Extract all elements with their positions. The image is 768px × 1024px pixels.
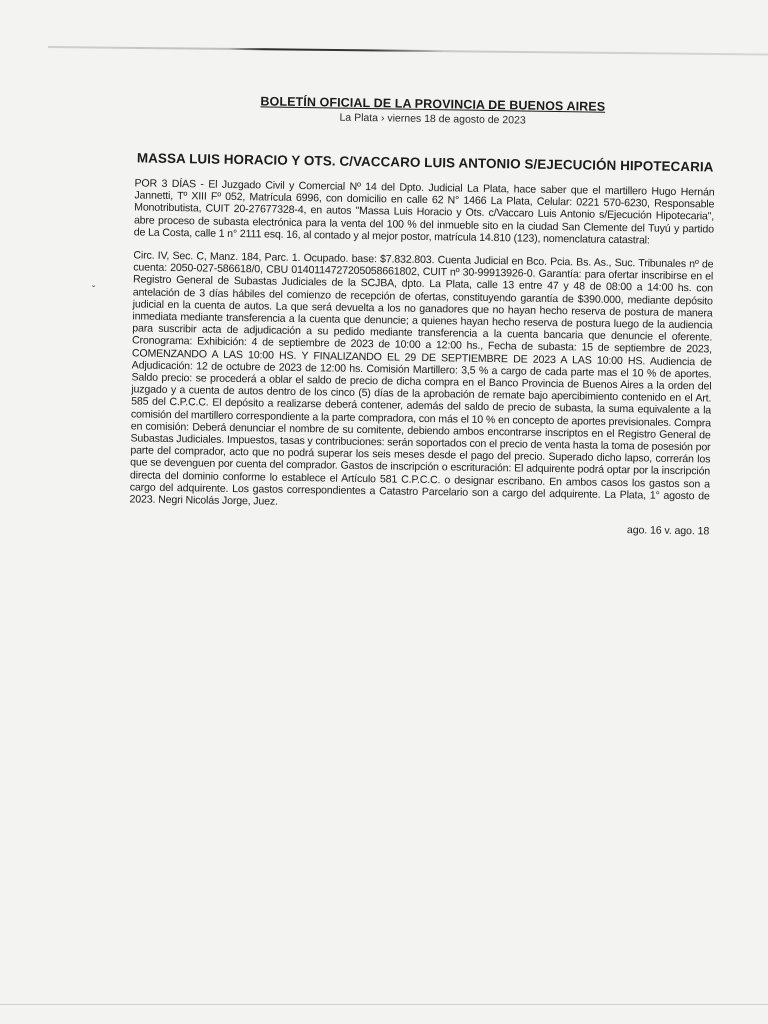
notice-paragraph-2: Circ. IV, Sec. C, Manz. 184, Parc. 1. Ocupado. base: $7.832.803. Cuenta Judicial en Bco. Pcia. Bs. As., Suc. Tribunales nº de cuenta: 2050-027-586618/0, CBU 0140114727205058661802, CUIT nº 30-99913926-0. Garantía: para ofertar inscribirse en el Registro General de Subastas Judiciales de la SCJBA, dpto. La Plata, calle 13 entre 47 y 48 de 08:00 a 14:00 hs. con antelación de 3 días hábiles del comienzo de recepción de ofertas, constituyendo garantía de $390.000, mediante depósito judicial en la cuenta de autos. La que será devuelta a los no ganadores que no hayan hecho reserva de postura de manera inmediata mediante transferencia a la cuenta que denuncie; a quienes hayan hecho reserva de postura luego de la audiencia para suscribir acta de adjudicación a su pedido mediante transferencia a la cuenta bancaria que denuncie el oferente. Cronograma: Exhibición: 4 de septiembre de 2023 de 10:00 a 12:00 hs., Fecha de subasta: 15 de septiembre de 2023, COMENZANDO A LAS 10:00 HS. Y FINALIZANDO EL 29 DE SEPTIEMBRE DE 2023 A LAS 10:00 HS. Audiencia de Adjudicación: 12 de octubre de 2023 de 12:00 hs. Comisión Martillero: 3,5 % a cargo de cada parte mas el 10 % de aportes. Saldo precio: se procederá a oblar el saldo de precio de dicha compra en el Banco Provincia de Buenos Aires a la orden del juzgado y a cuenta de autos dentro de los cinco (5) días de la aprobación de remate bajo apercibimiento contenido en el Art. 585 del C.P.C.C. El depósito a realizarse deberá contener, además del saldo de precio de subasta, la suma equivalente a la comisión del martillero correspondiente a la parte compradora, con más el 10 % en concepto de aportes previsionales. Compra en comisión: Deberá denunciar el nombre de su comitente, debiendo ambos encontrarse inscriptos en el Registro General de Subastas Judiciales. Impuestos, tasas y contribuciones: serán soportados con el precio de venta hasta la toma de posesión por parte del comprador, acto que no podrá superar los seis meses desde el pago del precio. Superado dicho lapso, correrán los que se devenguen por cuenta del comprador. Gastos de inscripción o escrituración: El adquirente podrá optar por la inscripción directa del dominio conforme lo establece el Artículo 581 C.P.C.C. o designar escribano. En ambos casos los gastos son a cargo del adquirente. Los gastos correspondientes a Catastro Parcelario son a cargo del adquirente. La Plata, 1° agosto de 2023. Negri Nicolás Jorge, Juez. xyxy=(129,249,714,508)
bulletin-header xyxy=(146,93,720,130)
scan-edge-top xyxy=(48,46,768,56)
bulletin-place-date: La Plata › viernes 18 de agosto de 2023 xyxy=(339,111,526,127)
scan-edge-bottom xyxy=(0,1004,768,1005)
margin-mark: ˇ xyxy=(92,285,96,296)
bulletin-title: BOLETÍN OFICIAL DE LA PROVINCIA DE BUENOS AIRES xyxy=(260,94,606,114)
notice-paragraph-1: POR 3 DÍAS - El Juzgado Civil y Comercial Nº 14 del Dpto. Judicial La Plata, hace saber que el martillero Hugo Hernán Jannetti, Tº XIII Fº 052, Matrícula 6996, con domicilio en calle 62 N° 1466 La Plata, Celular: 0221 570-6230, Responsable Monotributista, CUIT 20-27677328-4, en autos "Massa Luis Horacio y Ots. c/Vaccaro Luis Antonio s/Ejecución Hipotecaria", abre proceso de subasta electrónica para la venta del 100 % del inmueble sito en la ciudad San Clemente del Tuyú y partido de La Costa, calle 1 n° 2111 esq. 16, al contado y al mejor postor, matrícula 14.810 (123), nomenclatura catastral: xyxy=(133,177,715,247)
notice-title: MASSA LUIS HORACIO Y OTS. C/VACCARO LUIS ANTONIO S/EJECUCIÓN HIPOTECARIA xyxy=(136,150,714,175)
publication-dates: ago. 16 v. ago. 18 xyxy=(626,524,710,538)
bulletin-page xyxy=(103,92,720,537)
